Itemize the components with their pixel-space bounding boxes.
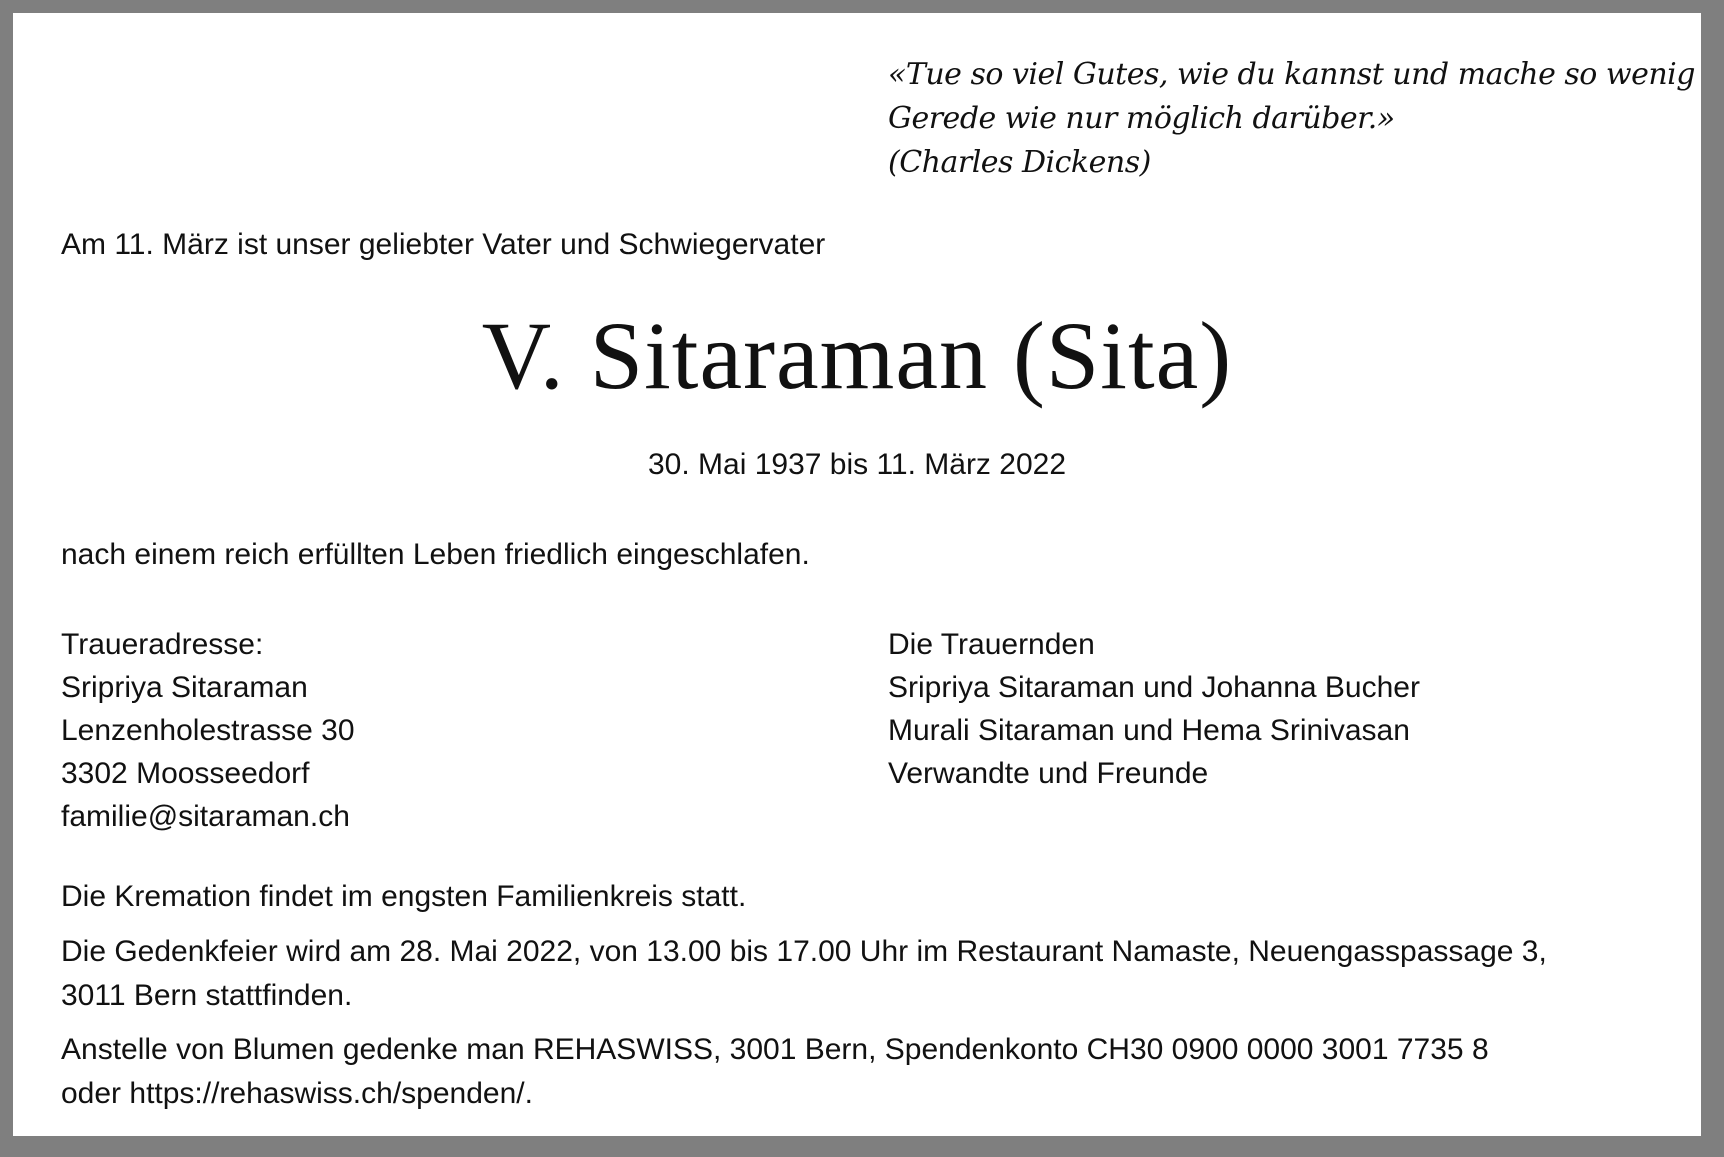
epigraph-quote [888, 53, 1695, 185]
cremation-note: Die Kremation findet im engsten Familienkreis statt. [61, 880, 747, 913]
donation-line-1: Anstelle von Blumen gedenke man REHASWISS, 3001 Bern, Spendenkonto CH30 0900 0000 3001 7735 8 [61, 1033, 1489, 1066]
mourners-heading: Die Trauernden [888, 628, 1095, 661]
life-dates: 30. Mai 1937 bis 11. März 2022 [647, 448, 1067, 481]
mourner-line: Sripriya Sitaraman und Johanna Bucher [888, 671, 1420, 704]
mourners-list [888, 623, 1420, 795]
intro-text: Am 11. März ist unser geliebter Vater und Schwiegervater [61, 228, 826, 261]
address-line: Sripriya Sitaraman [61, 671, 308, 704]
quote-line-1: «Tue so viel Gutes, wie du kannst und mache so wenig [888, 57, 1695, 92]
address-line: 3302 Moosseedorf [61, 757, 310, 790]
quote-line-2: Gerede wie nur möglich darüber.» [888, 101, 1395, 136]
closing-text: nach einem reich erfüllten Leben friedlich eingeschlafen. [61, 538, 810, 571]
address-heading: Traueradresse: [61, 628, 264, 661]
mourner-line: Verwandte und Freunde [888, 757, 1209, 790]
mourner-line: Murali Sitaraman und Hema Srinivasan [888, 714, 1410, 747]
mourning-address [61, 623, 355, 838]
donation-note [61, 1028, 1661, 1116]
deceased-name: V. Sitaraman (Sita) [481, 302, 1233, 409]
obituary-notice [13, 13, 1701, 1136]
address-email: familie@sitaraman.ch [61, 800, 350, 833]
donation-line-2: oder https://rehaswiss.ch/spenden/. [61, 1077, 533, 1110]
memorial-line-2: 3011 Bern stattfinden. [61, 979, 353, 1012]
address-line: Lenzenholestrasse 30 [61, 714, 355, 747]
memorial-line-1: Die Gedenkfeier wird am 28. Mai 2022, von 13.00 bis 17.00 Uhr im Restaurant Namaste, Neuengasspassage 3, [61, 935, 1547, 968]
quote-author: (Charles Dickens) [888, 145, 1151, 180]
memorial-note [61, 930, 1661, 1018]
